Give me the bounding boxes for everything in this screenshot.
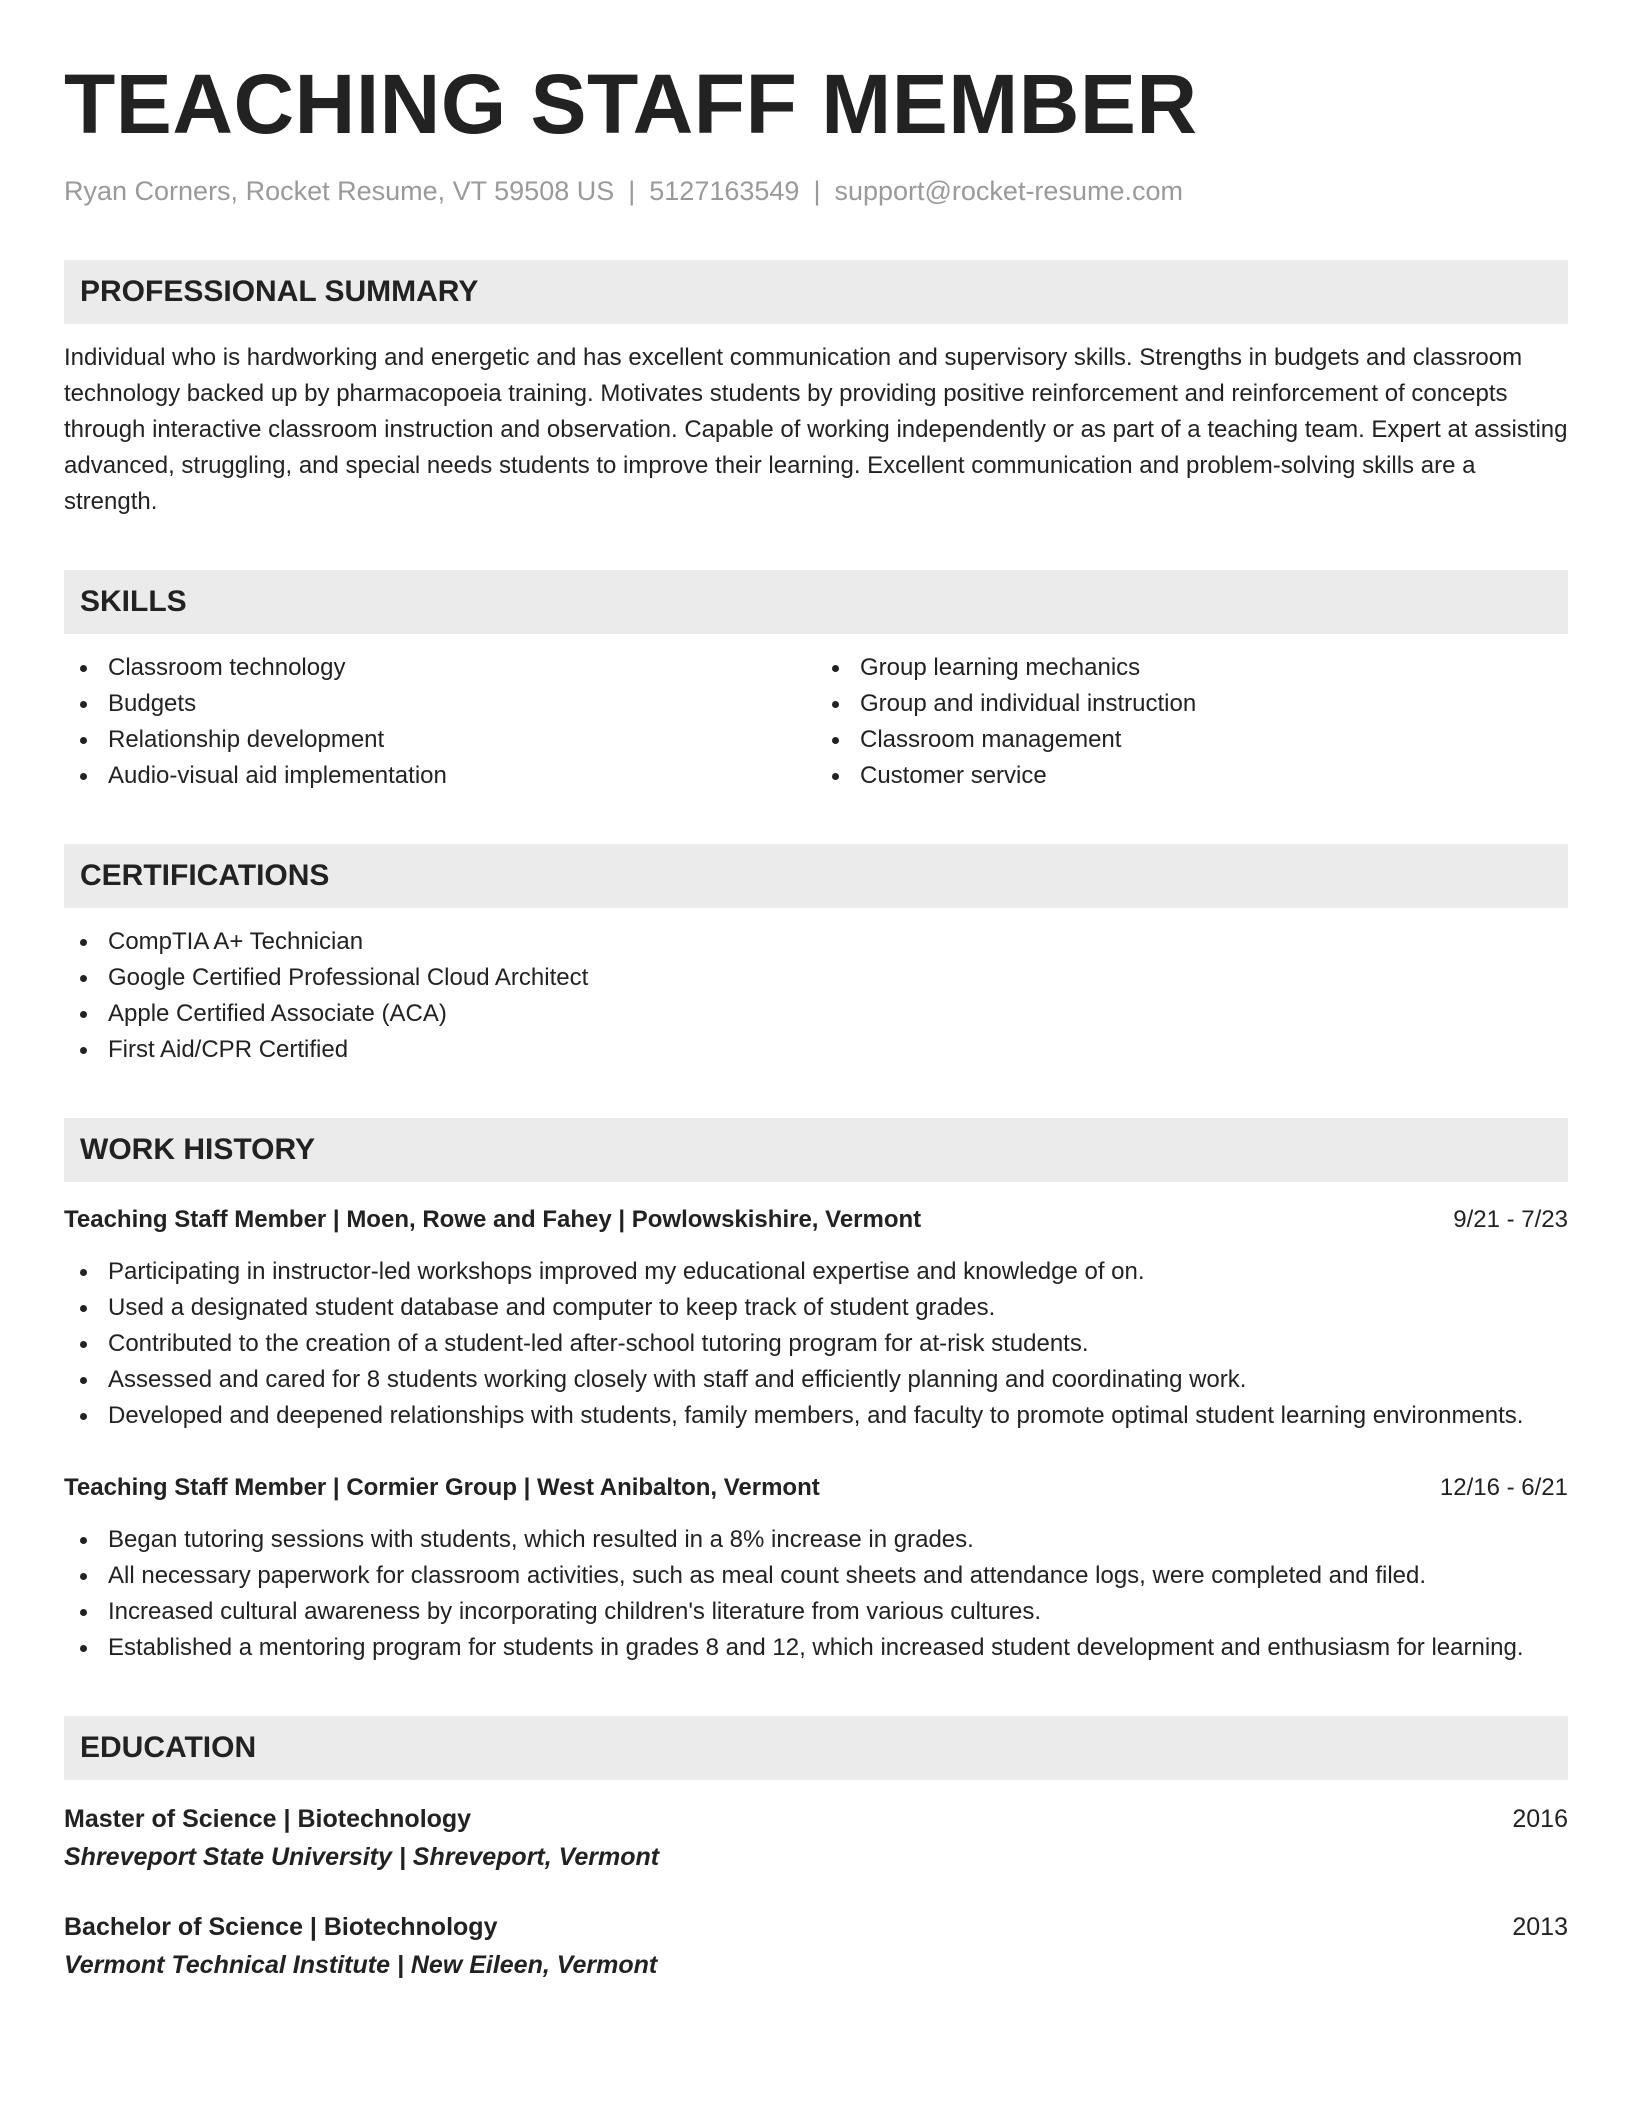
education-year: 2016: [1512, 1805, 1568, 1833]
job-bullet: Used a designated student database and computer to keep track of student grades.: [64, 1290, 1568, 1326]
job-bullets: [64, 1522, 1568, 1666]
job-bullet: Developed and deepened relationships with students, family members, and faculty to promote optimal student learning environments.: [64, 1398, 1568, 1434]
job-title: Teaching Staff Member | Cormier Group | West Anibalton, Vermont: [64, 1474, 820, 1501]
section-heading-certifications: CERTIFICATIONS: [64, 844, 1568, 908]
certification-item: First Aid/CPR Certified: [64, 1032, 1568, 1068]
skills-column-left: [64, 650, 816, 794]
education-year: 2013: [1512, 1913, 1568, 1941]
skill-item: Audio-visual aid implementation: [64, 758, 816, 794]
skills-list: [64, 650, 1568, 794]
certification-item: Apple Certified Associate (ACA): [64, 996, 1568, 1032]
section-heading-education: EDUCATION: [64, 1716, 1568, 1780]
contact-phone: 5127163549: [649, 176, 800, 206]
job-header: [64, 1470, 1568, 1506]
job-bullet: All necessary paperwork for classroom activities, such as meal count sheets and attendance logs, were completed and filed.: [64, 1558, 1568, 1594]
skill-item: Classroom management: [816, 722, 1568, 758]
skill-item: Budgets: [64, 686, 816, 722]
education-header: [64, 1800, 1568, 1838]
contact-separator: |: [813, 176, 821, 206]
summary-text: Individual who is hardworking and energetic and has excellent communication and supervisory skills. Strengths in budgets and classroom technology backed up by pharmacopoeia training. Motivates students by providing positive reinforcement and reinforcement of concepts through interactive classroom instruction and observation. Capable of working independently or as part of a teaching team. Expert at assisting advanced, struggling, and special needs students to improve their learning. Excellent communication and problem-solving skills are a strength.: [64, 344, 1568, 515]
section-heading-skills: SKILLS: [64, 570, 1568, 634]
section-heading-summary: PROFESSIONAL SUMMARY: [64, 260, 1568, 324]
education-header: [64, 1908, 1568, 1946]
contact-separator: |: [628, 176, 636, 206]
contact-email: support@rocket-resume.com: [834, 176, 1183, 206]
job-title: Teaching Staff Member | Moen, Rowe and Fahey | Powlowskishire, Vermont: [64, 1206, 922, 1233]
job-header: [64, 1202, 1568, 1238]
certifications-list: [64, 924, 1568, 1068]
skill-item: Group and individual instruction: [816, 686, 1568, 722]
job-dates: 9/21 - 7/23: [1453, 1206, 1568, 1233]
certification-item: Google Certified Professional Cloud Architect: [64, 960, 1568, 996]
education-school: Shreveport State University | Shreveport, Vermont: [64, 1843, 660, 1871]
section-heading-work-history: WORK HISTORY: [64, 1118, 1568, 1182]
job-dates: 12/16 - 6/21: [1439, 1474, 1568, 1501]
skill-item: Classroom technology: [64, 650, 816, 686]
job-bullet: Increased cultural awareness by incorporating children's literature from various cultures.: [64, 1594, 1568, 1630]
education-degree: Master of Science | Biotechnology: [64, 1805, 472, 1833]
resume-name: TEACHING STAFF MEMBER: [64, 57, 1198, 151]
education-degree: Bachelor of Science | Biotechnology: [64, 1913, 498, 1941]
job-bullets: [64, 1254, 1568, 1434]
job-bullet: Began tutoring sessions with students, which resulted in a 8% increase in grades.: [64, 1522, 1568, 1558]
skills-column-right: [816, 650, 1568, 794]
contact-line: [64, 174, 1568, 208]
certification-item: CompTIA A+ Technician: [64, 924, 1568, 960]
job-bullet: Established a mentoring program for students in grades 8 and 12, which increased student development and enthusiasm for learning.: [64, 1630, 1568, 1666]
contact-address: Ryan Corners, Rocket Resume, VT 59508 US: [64, 176, 615, 206]
job-bullet: Participating in instructor-led workshops improved my educational expertise and knowledge of on.: [64, 1254, 1568, 1290]
job-bullet: Assessed and cared for 8 students working closely with staff and efficiently planning and coordinating work.: [64, 1362, 1568, 1398]
skill-item: Customer service: [816, 758, 1568, 794]
education-school: Vermont Technical Institute | New Eileen, Vermont: [64, 1951, 658, 1979]
skill-item: Group learning mechanics: [816, 650, 1568, 686]
skill-item: Relationship development: [64, 722, 816, 758]
job-bullet: Contributed to the creation of a student-led after-school tutoring program for at-risk students.: [64, 1326, 1568, 1362]
